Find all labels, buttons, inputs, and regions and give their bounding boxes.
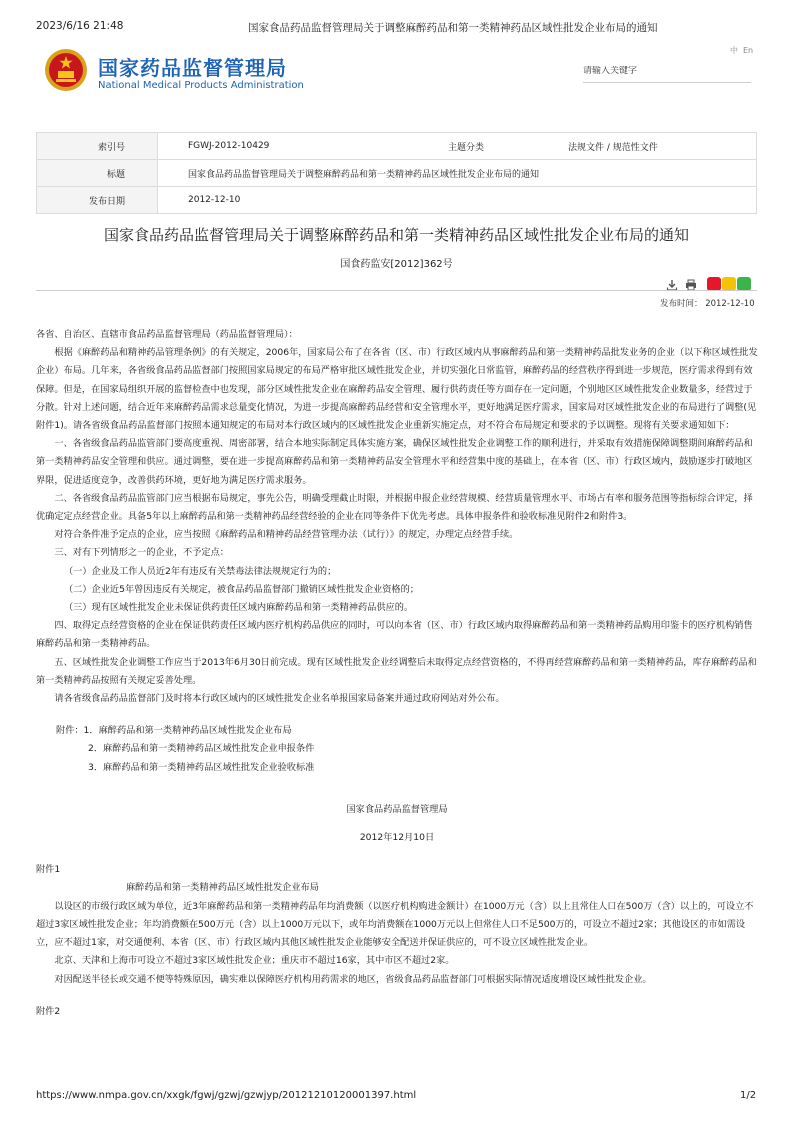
meta-index-value: FGWJ-2012-10429 bbox=[158, 133, 421, 160]
document-meta-table bbox=[36, 132, 757, 214]
paragraph: 二、各省级食品药品监管部门应当根据布局规定，事先公告，明确受理截止时限，并根据申报企业经营规模、经营质量管理水平、市场占有率和服务范围等指标综合评定，择优确定定点经营企业。具备5年以上麻醉药品和第一类精神药品经营经验的企业在同等条件下优先考虑。具体申报条件和验收标准见附件2和附件3。 bbox=[36, 492, 753, 523]
meta-title-value: 国家食品药品监督管理局关于调整麻醉药品和第一类精神药品区域性批发企业布局的通知 bbox=[158, 160, 757, 187]
meta-title-label: 标题 bbox=[37, 160, 158, 187]
print-datetime: 2023/6/16 21:48 bbox=[36, 20, 124, 32]
document-number: 国食药监安[2012]362号 bbox=[340, 259, 453, 270]
meta-category-value: 法规文件 / 规范性文件 bbox=[568, 133, 757, 160]
list-item: （二）企业近5年曾因违反有关规定，被食品药品监督部门撤销区域性批发企业资格的； bbox=[64, 583, 419, 595]
paragraph: 北京、天津和上海市可设立不超过3家区域性批发企业；重庆市不超过16家，其中市区不超过2家。 bbox=[54, 955, 455, 967]
wechat-share-icon[interactable] bbox=[737, 277, 751, 291]
paragraph: 三、对有下列情形之一的企业，不予定点： bbox=[54, 547, 229, 559]
search-box bbox=[583, 66, 751, 83]
lang-en-link[interactable]: En bbox=[743, 46, 754, 55]
paragraph: 请各省级食品药品监督部门及时将本行政区域内的区域性批发企业名单报国家局备案并通过政府网站对外公布。 bbox=[54, 693, 505, 705]
appendix-title: 麻醉药品和第一类精神药品区域性批发企业布局 bbox=[126, 882, 319, 894]
paragraph: 一、各省级食品药品监管部门要高度重视、周密部署，结合本地实际制定具体实施方案，确保区域性批发企业调整工作的顺利进行，并采取有效措施保障调整期间麻醉药品和第一类精神药品安全管理和供应。通过调整，要在进一步提高麻醉药品和第一类精神药品安全管理水平和经营集中度的基础上，在本省（区、市）行政区域内，鼓励逐步打破地区界限，促进适度竞争，改善供药环境，更好地为满足医疗需求服务。 bbox=[36, 438, 753, 486]
attachment-item[interactable]: 附件：1．麻醉药品和第一类精神药品区域性批发企业布局 bbox=[56, 725, 292, 737]
language-switch bbox=[730, 45, 758, 56]
paragraph: 对符合条件准予定点的企业，应当按照《麻醉药品和精神药品经营管理办法（试行）》的规定，办理定点经营手续。 bbox=[54, 529, 519, 541]
divider bbox=[36, 290, 757, 291]
meta-category-label: 主题分类 bbox=[420, 133, 568, 160]
attachment-item[interactable]: 2．麻醉药品和第一类精神药品区域性批发企业申报条件 bbox=[88, 743, 315, 755]
attachment-item[interactable]: 3．麻醉药品和第一类精神药品区域性批发企业验收标准 bbox=[88, 761, 315, 773]
weibo-share-icon[interactable] bbox=[707, 277, 721, 291]
agency-name-en: National Medical Products Administration bbox=[98, 80, 304, 91]
paragraph: 五、区域性批发企业调整工作应当于2013年6月30日前完成。现有区域性批发企业经调整后未取得定点经营资格的，不得再经营麻醉药品和第一类精神药品，库存麻醉药品和第一类精神药品按照有关规定妥善处理。 bbox=[36, 656, 757, 686]
print-page-title: 国家食品药品监督管理局关于调整麻醉药品和第一类精神药品区域性批发企业布局的通知 bbox=[248, 22, 658, 34]
paragraph: 根据《麻醉药品和精神药品管理条例》的有关规定，2006年，国家局公布了在各省（区、市）行政区域内从事麻醉药品和第一类精神药品批发业务的企业（以下称区域性批发企业）布局。几年来，各省级食品药品监督部门按照国家局规定的布局严格审批区域性批发企业，并切实强化日常监管，麻醉药品的经营秩序得到进一步规范，医疗需求得到有效保障。但是，在国家局组织开展的监督检查中也发现，部分区域性批发企业在麻醉药品安全管理、履行供药责任等方面存在一定问题，个别地区区域性批发企业数量多，经营过于分散。针对上述问题，结合近年来麻醉药品需求总量变化情况，为进一步提高麻醉药品经营和安全管理水平，更好地满足医疗需求，国家局对区域性批发企业的布局进行了调整(见附件1)。请各省级食品药品监督部门按照本通知规定的布局对本行政区域内的区域性批发企业重新实施定点，对不符合布局规定和要求的予以调整。现将有关要求通知如下： bbox=[36, 347, 758, 432]
list-item: （三）现有区域性批发企业未保证供药责任区域内麻醉药品和第一类精神药品供应的。 bbox=[64, 602, 414, 614]
page-number: 1/2 bbox=[740, 1090, 757, 1101]
paragraph: 四、取得定点经营资格的企业在保证供药责任区域内医疗机构药品供应的同时，可以向本省（区、市）行政区域内取得麻醉药品和第一类精神药品购用印鉴卡的医疗机构销售麻醉药品和第一类精神药品。 bbox=[36, 620, 753, 650]
print-icon[interactable] bbox=[685, 279, 697, 291]
print-url: https://www.nmpa.gov.cn/xxgk/fgwj/gzwj/gzwjyp/20121210120001397.html bbox=[36, 1090, 417, 1101]
document-title: 国家食品药品监督管理局关于调整麻醉药品和第一类精神药品区域性批发企业布局的通知 bbox=[103, 226, 689, 244]
appendix-label: 附件1 bbox=[36, 864, 61, 876]
paragraph: 以设区的市级行政区域为单位，近3年麻醉药品和第一类精神药品年均消费额（以医疗机构购进金额计）在1000万元（含）以上且常住人口在500万（含）以上的，可设立不超过3家区域性批发企业；年均消费额在500万元（含）以上1000万元以下，或年均消费额在1000万元以上但常住人口不足500万的，可设立不超过2家；其他设区的市如需设立，应不超过1家，对交通便利、本省（区、市）行政区域内其他区域性批发企业能够安全配送并保证供应的，可不设立区域性批发企业。 bbox=[36, 900, 754, 949]
meta-date-label: 发布日期 bbox=[37, 187, 158, 214]
lang-zh-link[interactable]: 中 bbox=[730, 46, 738, 55]
paragraph: 对因配送半径长或交通不便等特殊原因，确实难以保障医疗机构用药需求的地区，省级食品药品监督部门可根据实际情况适度增设区域性批发企业。 bbox=[54, 973, 652, 985]
signature-date: 2012年12月10日 bbox=[359, 832, 435, 844]
signature-org: 国家食品药品监督管理局 bbox=[346, 803, 448, 815]
download-icon[interactable] bbox=[666, 279, 678, 291]
meta-index-label: 索引号 bbox=[37, 133, 158, 160]
national-emblem-icon bbox=[44, 48, 88, 92]
qzone-share-icon[interactable] bbox=[722, 277, 736, 291]
meta-date-value: 2012-12-10 bbox=[158, 187, 757, 214]
search-input[interactable] bbox=[583, 66, 751, 76]
agency-name-cn[interactable]: 国家药品监督管理局 bbox=[98, 56, 287, 80]
document-body bbox=[36, 326, 758, 1021]
publish-time: 发布时间： 2012-12-10 bbox=[660, 299, 755, 309]
salutation: 各省、自治区、直辖市食品药品监督管理局（药品监督管理局）： bbox=[36, 329, 298, 340]
list-item: （一）企业及工作人员近2年有违反有关禁毒法律法规规定行为的； bbox=[64, 565, 337, 577]
appendix-label: 附件2 bbox=[36, 1005, 61, 1017]
